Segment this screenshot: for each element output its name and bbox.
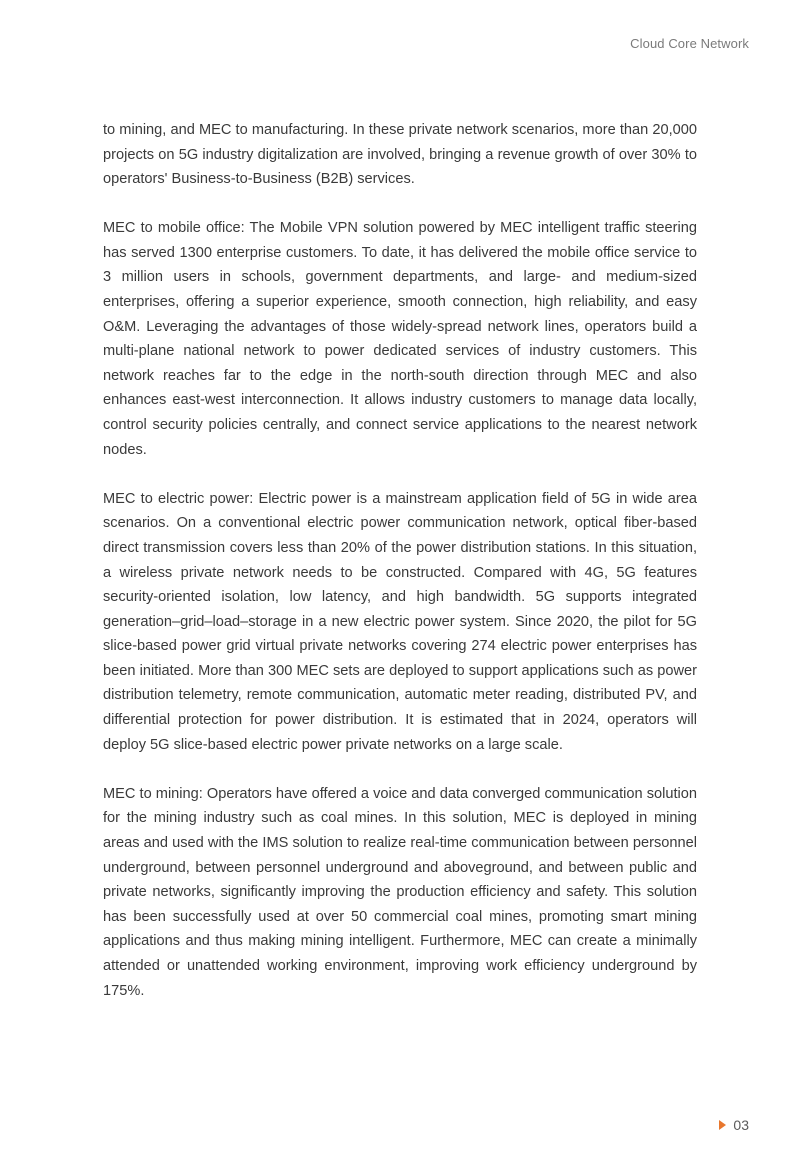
paragraph-intro: to mining, and MEC to manufacturing. In these private network scenarios, more than 20,000 projects on 5G industry digitalization are involved, bringing a revenue growth of over 30% to operators' Business-to-Business (B2B) services. <box>103 122 697 188</box>
body-text <box>103 118 697 1028</box>
paragraph-electric-power: MEC to electric power: Electric power is a mainstream application field of 5G in wide area scenarios. On a conventional electric power communication network, optical fiber-based direct transmission covers less than 20% of the power distribution stations. In this situation, a wireless private network needs to be constructed. Compared with 4G, 5G features security-oriented isolation, low latency, and high bandwidth. 5G supports integrated generation–grid–load–storage in a new electric power system. Since 2020, the pilot for 5G slice-based power grid virtual private networks covering 274 electric power enterprises has been initiated. More than 300 MEC sets are deployed to support applications such as power distribution telemetry, remote communication, automatic meter reading, distributed PV, and differential protection for power distribution. It is estimated that in 2024, operators will deploy 5G slice-based electric power private networks on a large scale. <box>103 490 697 753</box>
paragraph-mining: MEC to mining: Operators have offered a voice and data converged communication solution for the mining industry such as coal mines. In this solution, MEC is deployed in mining areas and used with the IMS solution to realize real-time communication between personnel underground, between personnel underground and aboveground, and between public and private networks, significantly improving the production efficiency and safety. This solution has been successfully used at over 50 commercial coal mines, promoting smart mining applications and thus making mining intelligent. Furthermore, MEC can create a minimally attended or unattended working environment, improving work efficiency underground by 175%. <box>103 785 697 999</box>
triangle-right-icon <box>719 1120 726 1130</box>
page-number: 03 <box>733 1117 749 1133</box>
paragraph-mobile-office: MEC to mobile office: The Mobile VPN solution powered by MEC intelligent traffic steering has served 1300 enterprise customers. To date, it has delivered the mobile office service to 3 million users in schools, government departments, and large- and medium-sized enterprises, offering a superior experience, smooth connection, high reliability, and easy O&M. Leveraging the advantages of those widely-spread network lines, operators build a multi-plane national network to power dedicated services of industry customers. This network reaches far to the edge in the north-south direction through MEC and also enhances east-west interconnection. It allows industry customers to manage data locally, control security policies centrally, and connect service applications to the nearest network nodes. <box>103 220 697 458</box>
running-header: Cloud Core Network <box>630 36 749 51</box>
page-footer <box>719 1117 749 1133</box>
